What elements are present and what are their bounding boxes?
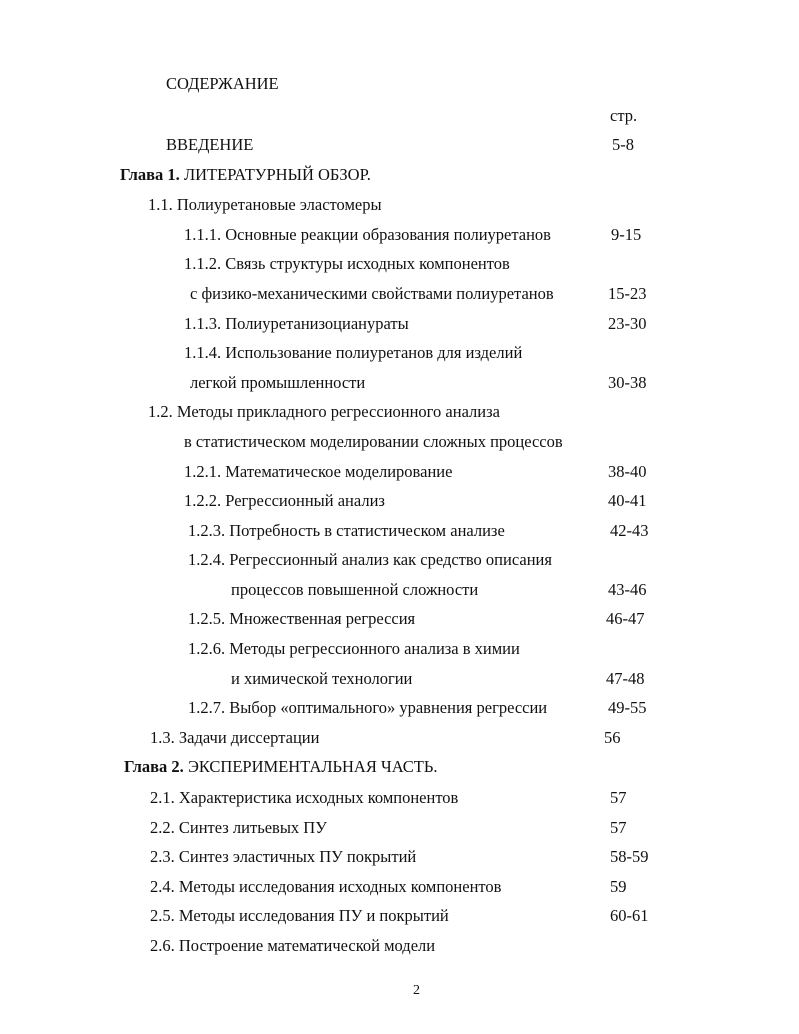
toc-entry-1-1: 1.1. Полиуретановые эластомеры — [148, 195, 382, 214]
toc-entry-2-1: 2.1. Характеристика исходных компонентов — [150, 788, 459, 807]
toc-entry-1-2-4: 1.2.4. Регрессионный анализ как средство описания — [188, 550, 552, 569]
toc-entry-2-4: 2.4. Методы исследования исходных компонентов — [150, 877, 502, 896]
toc-page-1-1-1: 9-15 — [611, 225, 642, 244]
toc-page-1-1-4: 30-38 — [608, 373, 647, 392]
toc-entry-1-2-3: 1.2.3. Потребность в статистическом анализе — [188, 521, 505, 540]
toc-chapter-1 — [120, 165, 371, 185]
toc-entry-1-2-6-cont: и химической технологии — [231, 669, 413, 688]
toc-page-1-2-7: 49-55 — [608, 698, 647, 717]
toc-entry-1-1-2: 1.1.2. Связь структуры исходных компонентов — [184, 254, 510, 273]
toc-entry-2-5: 2.5. Методы исследования ПУ и покрытий — [150, 906, 449, 925]
page-column-header: стр. — [610, 106, 638, 125]
chapter-title: ЛИТЕРАТУРНЫЙ ОБЗОР. — [179, 165, 371, 184]
toc-entry-1-1-2-cont: с физико-механическими свойствами полиуретанов — [190, 284, 554, 303]
toc-chapter-2 — [124, 757, 437, 777]
toc-page-1-1-3: 23-30 — [608, 314, 647, 333]
toc-page-introduction: 5-8 — [612, 135, 634, 154]
toc-page-2-3: 58-59 — [610, 847, 649, 866]
toc-entry-1-2-4-cont: процессов повышенной сложности — [231, 580, 479, 599]
toc-entry-1-1-4: 1.1.4. Использование полиуретанов для изделий — [184, 343, 523, 362]
toc-page-1-2-6: 47-48 — [606, 669, 645, 688]
toc-entry-1-2-cont: в статистическом моделировании сложных процессов — [184, 432, 563, 451]
toc-entry-1-2-6: 1.2.6. Методы регрессионного анализа в химии — [188, 639, 520, 658]
toc-entry-1-3: 1.3. Задачи диссертации — [150, 728, 320, 747]
toc-page-1-2-2: 40-41 — [608, 491, 647, 510]
toc-page-2-5: 60-61 — [610, 906, 649, 925]
toc-page-2-4: 59 — [610, 877, 627, 896]
toc-entry-1-1-4-cont: легкой промышленности — [190, 373, 366, 392]
toc-page-1-2-1: 38-40 — [608, 462, 647, 481]
toc-entry-2-3: 2.3. Синтез эластичных ПУ покрытий — [150, 847, 417, 866]
toc-page-1-2-5: 46-47 — [606, 609, 645, 628]
toc-entry-1-2-7: 1.2.7. Выбор «оптимального» уравнения регрессии — [188, 698, 548, 717]
toc-entry-1-1-3: 1.1.3. Полиуретанизоцианураты — [184, 314, 409, 333]
toc-entry-1-1-1: 1.1.1. Основные реакции образования полиуретанов — [184, 225, 551, 244]
toc-entry-1-2-2: 1.2.2. Регрессионный анализ — [184, 491, 385, 510]
toc-page-2-1: 57 — [610, 788, 627, 807]
toc-page-1-1-2: 15-23 — [608, 284, 647, 303]
page-number: 2 — [413, 983, 420, 998]
chapter-label: Глава 1. — [120, 165, 180, 184]
toc-page-2-2: 57 — [610, 818, 627, 837]
chapter-title: ЭКСПЕРИМЕНТАЛЬНАЯ ЧАСТЬ. — [183, 757, 438, 776]
toc-entry-1-2-1: 1.2.1. Математическое моделирование — [184, 462, 453, 481]
chapter-label: Глава 2. — [124, 757, 184, 776]
toc-entry-2-6: 2.6. Построение математической модели — [150, 936, 436, 955]
toc-entry-2-2: 2.2. Синтез литьевых ПУ — [150, 818, 327, 837]
toc-entry-1-2: 1.2. Методы прикладного регрессионного анализа — [148, 402, 500, 421]
toc-entry-1-2-5: 1.2.5. Множественная регрессия — [188, 609, 416, 628]
toc-entry-introduction: ВВЕДЕНИЕ — [166, 135, 254, 154]
toc-page-1-3: 56 — [604, 728, 621, 747]
toc-page-1-2-4: 43-46 — [608, 580, 647, 599]
toc-title: СОДЕРЖАНИЕ — [166, 74, 279, 93]
toc-page-1-2-3: 42-43 — [610, 521, 649, 540]
